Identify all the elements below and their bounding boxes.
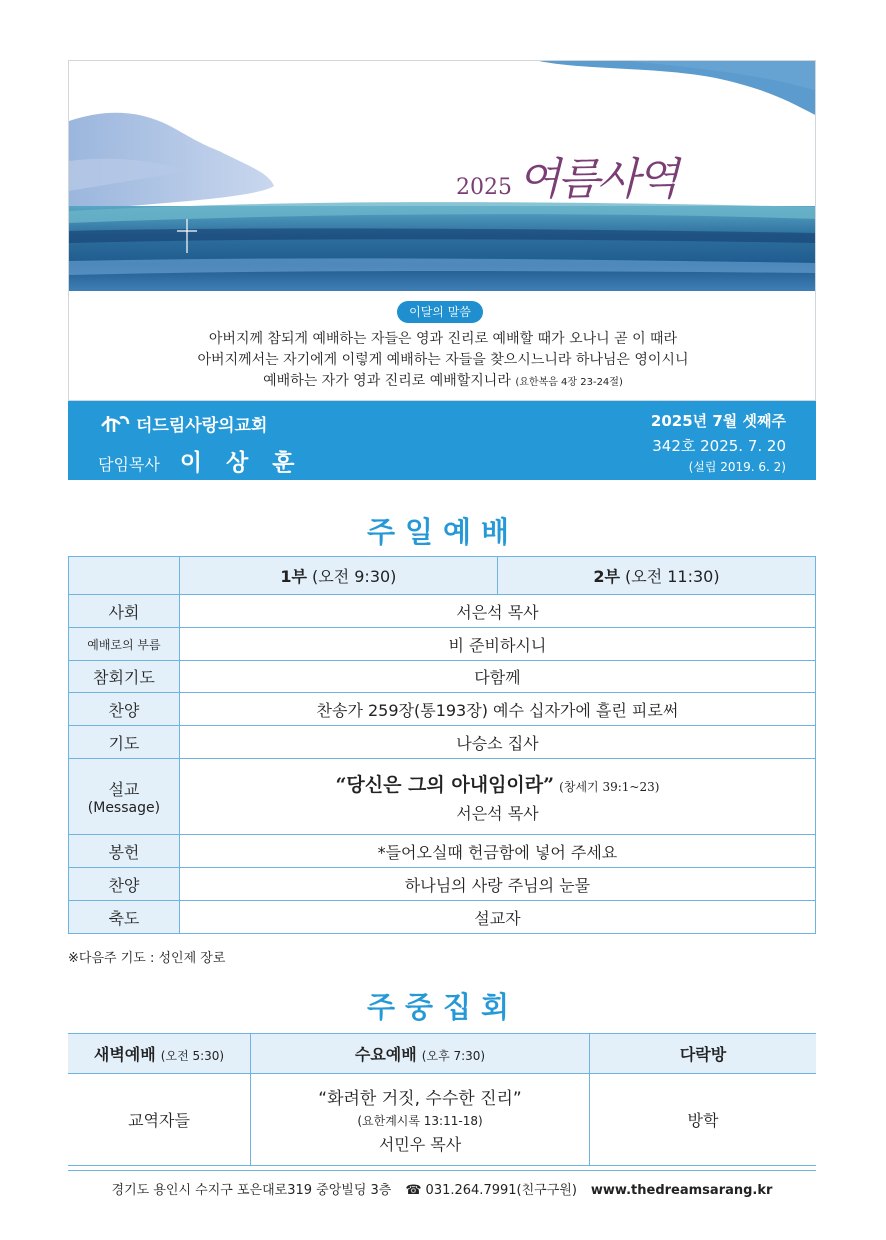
weekday-meeting-title: 주중집회 xyxy=(366,990,520,1024)
wednesday-cell xyxy=(251,1074,590,1166)
wednesday-sermon-title: “화려한 거짓, 수수한 진리” xyxy=(318,1089,522,1109)
sea-watercolor-illustration xyxy=(69,61,816,291)
table-row xyxy=(69,726,816,759)
sunday-service-table xyxy=(68,556,816,934)
dawn-leader: 교역자들 xyxy=(68,1074,251,1166)
header-dawn-service: 새벽예배 (오전 5:30) xyxy=(68,1034,251,1074)
church-address: 경기도 용인시 수지구 포은대로319 중앙빌딩 3층 xyxy=(111,1183,392,1198)
verse-line-text: 예배하는 자가 영과 진리로 예배할지니라 xyxy=(263,373,511,389)
table-row xyxy=(69,595,816,628)
issue-week: 2025년 7월 셋째주 xyxy=(650,412,786,430)
row-value: 찬송가 259장(통193장) 예수 십자가에 흘린 피로써 xyxy=(179,693,815,726)
table-header-row xyxy=(69,557,816,595)
row-value: 다함께 xyxy=(179,661,815,693)
table-row xyxy=(69,835,816,868)
church-logo xyxy=(100,411,267,436)
wednesday-preacher: 서민우 목사 xyxy=(378,1135,462,1154)
sunday-service-title: 주일예배 xyxy=(366,515,520,549)
church-logo-icon xyxy=(100,414,130,434)
row-label: 봉헌 xyxy=(69,835,180,868)
header-small-group: 다락방 xyxy=(590,1034,817,1074)
church-website-link[interactable]: www.thedreamsarang.kr xyxy=(590,1183,773,1198)
table-row xyxy=(68,1074,816,1166)
row-label: 예배로의 부름 xyxy=(69,628,180,661)
table-row xyxy=(69,868,816,901)
table-header-row xyxy=(68,1034,816,1074)
row-value: 설교자 xyxy=(179,901,815,934)
row-value: 서은석 목사 xyxy=(179,595,815,628)
header-wednesday-service: 수요예배 (오후 7:30) xyxy=(251,1034,590,1074)
verse-reference: (요한복음 4장 23-24절) xyxy=(515,377,623,388)
row-value: 나승소 집사 xyxy=(179,726,815,759)
small-group-status: 방학 xyxy=(590,1074,817,1166)
table-row xyxy=(69,628,816,661)
established-date: (설립 2019. 6. 2) xyxy=(688,460,786,474)
header-empty-cell xyxy=(69,557,180,595)
verse-line: 아버지께서는 자기에게 이렇게 예배하는 자들을 찾으시느니라 하나님은 영이시니 xyxy=(197,352,689,368)
church-name: 더드림사랑의교회 xyxy=(136,416,268,436)
table-row-sermon xyxy=(69,759,816,835)
verse-line xyxy=(69,371,816,393)
row-value: 비 준비하시니 xyxy=(179,628,815,661)
row-label: 찬양 xyxy=(69,693,180,726)
table-row xyxy=(69,901,816,934)
monthly-verse xyxy=(69,329,816,393)
sermon-label: 설교 xyxy=(108,780,140,799)
weekday-meeting-table xyxy=(68,1033,816,1166)
pastor-name: 이 상 훈 xyxy=(179,450,303,476)
hero-title xyxy=(456,143,676,207)
verse-badge: 이달의 말씀 xyxy=(397,301,483,323)
hero-title-word: 여름사역 xyxy=(518,154,677,205)
sermon-cell xyxy=(179,759,815,835)
sermon-preacher: 서은석 목사 xyxy=(456,803,539,823)
pastor-label: 담임목사 xyxy=(98,455,160,474)
issue-number: 342호 2025. 7. 20 xyxy=(652,437,786,455)
sermon-label-sub: (Message) xyxy=(87,800,161,816)
row-label: 축도 xyxy=(69,901,180,934)
row-label: 기도 xyxy=(69,726,180,759)
hero-year: 2025 xyxy=(456,175,512,200)
row-label: 사회 xyxy=(69,595,180,628)
row-value: 하나님의 사랑 주님의 눈물 xyxy=(179,868,815,901)
church-banner xyxy=(68,401,816,480)
next-week-prayer-note: ※다음주 기도 : 성인제 장로 xyxy=(68,951,226,966)
footer xyxy=(68,1170,816,1198)
row-label: 찬양 xyxy=(69,868,180,901)
table-row xyxy=(69,693,816,726)
row-label xyxy=(69,759,180,835)
row-value: *들어오실때 헌금함에 넣어 주세요 xyxy=(179,835,815,868)
header-first-service: 1부 (오전 9:30) xyxy=(179,557,497,595)
row-label: 참회기도 xyxy=(69,661,180,693)
sermon-title: “당신은 그의 아내임이라” xyxy=(335,773,555,796)
phone-icon: ☎ xyxy=(405,1183,422,1198)
church-phone: 031.264.7991(친구구원) xyxy=(425,1183,577,1198)
table-row xyxy=(69,661,816,693)
sermon-reference: (창세기 39:1~23) xyxy=(559,779,660,794)
issue-info xyxy=(651,410,786,475)
verse-line: 아버지께 참되게 예배하는 자들은 영과 진리로 예배할 때가 오나니 곧 이 때라 xyxy=(208,331,678,347)
pastor-info xyxy=(98,444,303,477)
header-second-service: 2부 (오전 11:30) xyxy=(497,557,815,595)
header-frame xyxy=(68,60,816,401)
wednesday-sermon-reference: (요한계시록 13:11-18) xyxy=(357,1114,483,1128)
